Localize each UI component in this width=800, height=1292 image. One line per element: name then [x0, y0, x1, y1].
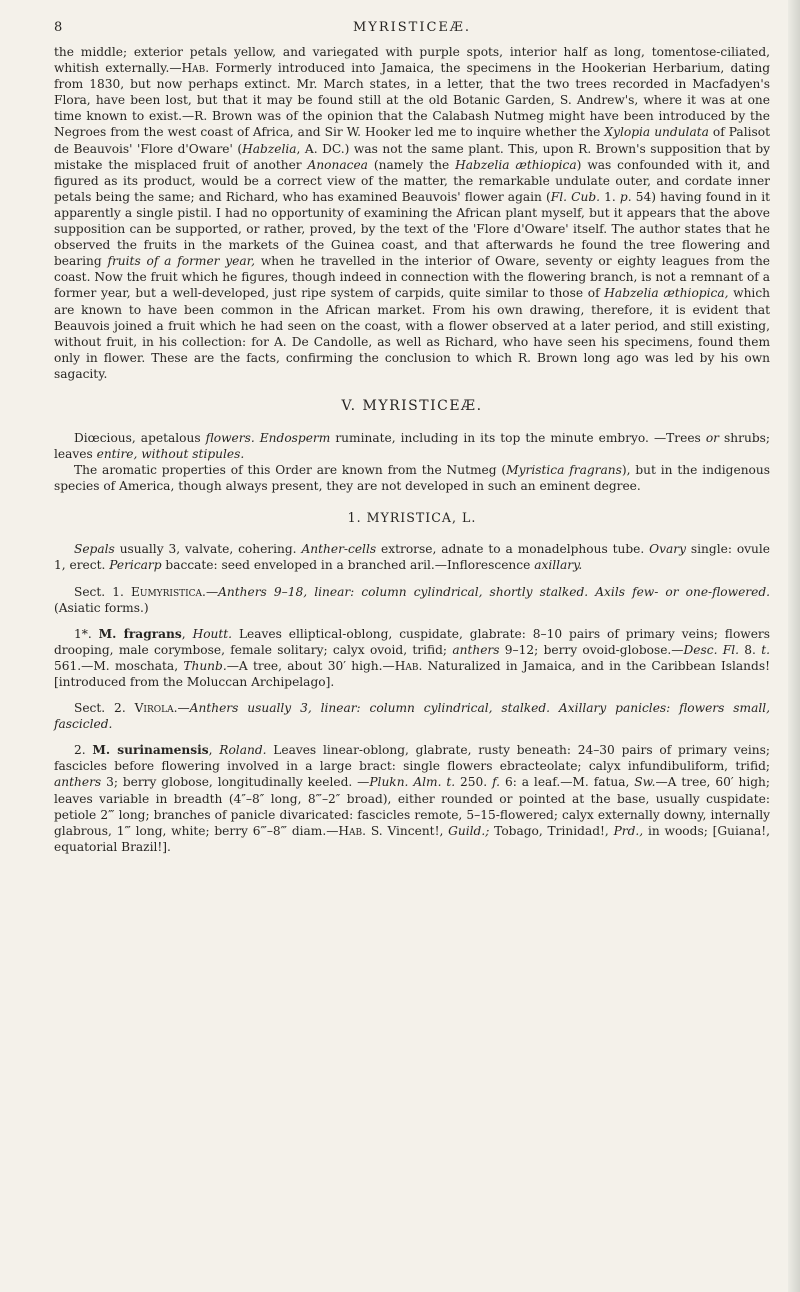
order-heading: V. MYRISTICEÆ. — [341, 397, 483, 414]
paragraph-calabash-nutmeg: the middle; exterior petals yellow, and variegated with purple spots, interior half as long, tomentose-ciliated, whitish externally.—Hab. Formerly introduced into Jamaica, the specimens in the Hookerian Herbarium, dating from 1830, but now perhaps extinct. Mr. March states, in a letter, that the two trees recorded in Macfadyen's Flora, have been lost, but that it may be found still at the old Botanic Garden, S. Andrew's, where it was at one time known to exist.—R. Brown was of the opinion that the Calabash Nutmeg might have been introduced by the Negroes from the west coast of Africa, and Sir W. Hooker led me to inquire whether the Xylopia undulata of Palisot de Beauvois' 'Flore d'Oware' (Habzelia, A. DC.) was not the same plant. This, upon R. Brown's supposition that by mistake the misplaced fruit of another Anonacea (namely the Habzelia æthiopica) was confounded with it, and figured as its product, would be a correct view of the matter, the remarkable undulate outer, and cordate inner petals being the same; and Richard, who has examined Beauvois' flower again (Fl. Cub. 1. p. 54) having found in it apparently a single pistil. I had no opportunity of examining the African plant myself, but it appears that the above supposition can be supported, or rather, proved, by the text of the 'Flore d'Oware' itself. The author states that he observed the fruits in the markets of the Guinea coast, and that afterwards he found the tree flowering and bearing fruits of a former year, when he travelled in the interior of Oware, seventy or eighty leagues from the coast. Now the fruit which he figures, though indeed in connection with the flowering branch, is not a remnant of a former year, but a well-developed, just ripe system of carpids, quite similar to those of Habzelia æthiopica, which are known to have been common in the African market. From his own drawing, therefore, it is evident that Beauvois joined a fruit which he had seen on the coast, with a flower observed at a later period, and still existing, without fruit, in his collection: for A. De Candolle, as well as Richard, who have seen his specimens, found them only in flower. These are the facts, confirming the conclusion to which R. Brown long ago was led by his own sagacity. — [54, 45, 771, 381]
species-myristica-surinamensis: 2. M. surinamensis, Roland. Leaves linear-oblong, glabrate, rusty beneath: 24–30 pairs of primary veins; fascicles before flowering involved in a large bract: single flowers ebracteolate; calyx infundibuliform, trifid; anthers 3; berry globose, longitudinally keeled. —Plukn. Alm. t. 250. f. 6: a leaf.—M. fatua, Sw.—A tree, 60′ high; leaves variable in breadth (4″–8″ long, 8‴–2″ broad), either rounded or pointed at the base, usually cuspidate: petiole 2‴ long; branches of panicle divaricated: fascicles remote, 5–15-flowered; calyx externally downy, internally glabrous, 1‴ long, white; berry 6‴–8‴ diam.—Hab. S. Vincent!, Guild.; Tobago, Trinidad!, Prd., in woods; [Guiana!, equatorial Brazil!]. — [54, 743, 771, 854]
running-head — [54, 0, 770, 44]
section-eumyristica: Sect. 1. Eumyristica.—Anthers 9–18, linear: column cylindrical, shortly stalked. Axils few- or one-flowered. (Asiatic forms.) — [54, 584, 771, 615]
section-virola: Sect. 2. Virola.—Anthers usually 3, linear: column cylindrical, stalked. Axillary panicles: flowers small, fascicled. — [54, 701, 771, 732]
genus-heading: 1. MYRISTICA, L. — [347, 510, 477, 526]
order-aromatic-note: The aromatic properties of this Order are known from the Nutmeg (Myristica fragrans), but in the indigenous species of America, though always present, they are not developed in such an eminent degree. — [54, 463, 770, 494]
running-title: MYRISTICEÆ. — [352, 20, 472, 35]
page-edge — [788, 0, 800, 1292]
species-myristica-fragrans: 1*. M. fragrans, Houtt. Leaves elliptical-oblong, cuspidate, glabrate: 8–10 pairs of primary veins; flowers drooping, male corymbose, female solitary; calyx ovoid, trifid; anthers 9–12; berry ovoid-globose.—Desc. Fl. 8. t. 561.—M. moschata, Thunb.—A tree, about 30′ high.—Hab. Naturalized in Jamaica, and in the Caribbean Islands! [introduced from the Moluccan Archipelago]. — [54, 626, 771, 689]
page-number: 8 — [54, 20, 63, 35]
genus-description: Sepals usually 3, valvate, cohering. Anther-cells extrorse, adnate to a monadelphous tube. Ovary single: ovule 1, erect. Pericarp baccate: seed enveloped in a branched aril.—Inflorescence axillary. — [54, 542, 771, 573]
order-diagnosis: Diœcious, apetalous flowers. Endosperm ruminate, including in its top the minute embryo. —Trees or shrubs; leaves entire, without stipules. — [54, 430, 770, 462]
